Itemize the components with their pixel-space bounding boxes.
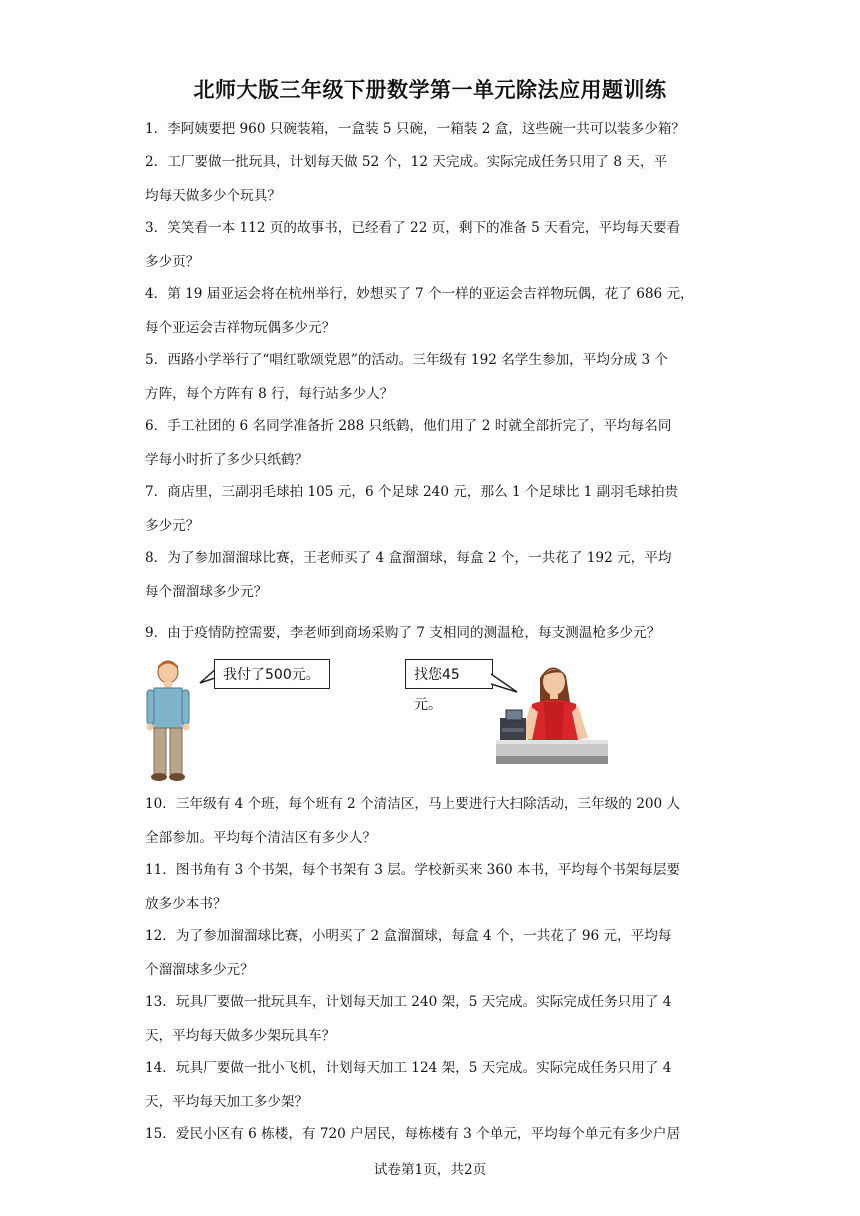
question-15: 15．爱民小区有 6 栋楼，有 720 户居民，每栋楼有 3 个单元，平均每个单元有多少户居 [145,1126,681,1142]
customer-figure [142,660,202,782]
question-12: 12．为了参加溜溜球比赛，小明买了 2 盒溜溜球，每盒 4 个，一共花了 96 元，平均每 个溜溜球多少元？ [145,928,672,978]
customer-speech-bubble: 我付了500元。 [214,659,330,689]
question-8: 8．为了参加溜溜球比赛，王老师买了 4 盒溜溜球，每盒 2 个，一共花了 192 元，平均 每个溜溜球多少元？ [145,550,672,600]
question-5: 5．西路小学举行了“唱红歌颂党恩”的活动。三年级有 192 名学生参加，平均分成 3 个 方阵，每个方阵有 8 行，每行站多少人？ [145,352,669,402]
question-4: 4．第 19 届亚运会将在杭州举行，妙想买了 7 个一样的亚运会吉祥物玩偶，花了 686 元， 每个亚运会吉祥物玩偶多少元？ [145,286,694,336]
page-footer: 试卷第1页，共2页 [373,1162,487,1178]
question-1: 1．李阿姨要把 960 只碗装箱，一盒装 5 只碗，一箱装 2 盒，这些碗一共可以装多少箱？ [145,121,686,137]
question-11: 11．图书角有 3 个书架，每个书架有 3 层。学校新买来 360 本书，平均每个书架每层要 放多少本书？ [145,862,681,912]
question-13: 13．玩具厂要做一批玩具车，计划每天加工 240 架，5 天完成。实际完成任务只用了 4 天，平均每天做多少架玩具车？ [145,994,672,1044]
question-9: 9．由于疫情防控需要，李老师到商场采购了 7 支相同的测温枪，每支测温枪多少元？ [145,625,661,641]
cashier-figure [496,658,608,766]
cashier-speech-bubble: 找您45元。 [405,659,493,689]
question-14: 14．玩具厂要做一批小飞机，计划每天加工 124 架，5 天完成。实际完成任务只用了 4 天，平均每天加工多少架？ [145,1060,672,1110]
page-title: 北师大版三年级下册数学第一单元除法应用题训练 [193,78,667,102]
question-6: 6．手工社团的 6 名同学准备折 288 只纸鹤，他们用了 2 时就全部折完了，平均每名同 学每小时折了多少只纸鹤？ [145,418,672,468]
question-3: 3．笑笑看一本 112 页的故事书，已经看了 22 页，剩下的准备 5 天看完，平均每天要看 多少页？ [145,220,681,270]
question-7: 7．商店里，三副羽毛球拍 105 元，6 个足球 240 元，那么 1 个足球比 1 副羽毛球拍贵 多少元？ [145,484,679,534]
question-2: 2．工厂要做一批玩具，计划每天做 52 个，12 天完成。实际完成任务只用了 8 天，平 均每天做多少个玩具？ [145,154,668,204]
question-10: 10．三年级有 4 个班，每个班有 2 个清洁区，马上要进行大扫除活动，三年级的 200 人 全部参加。平均每个清洁区有多少人？ [145,796,681,846]
